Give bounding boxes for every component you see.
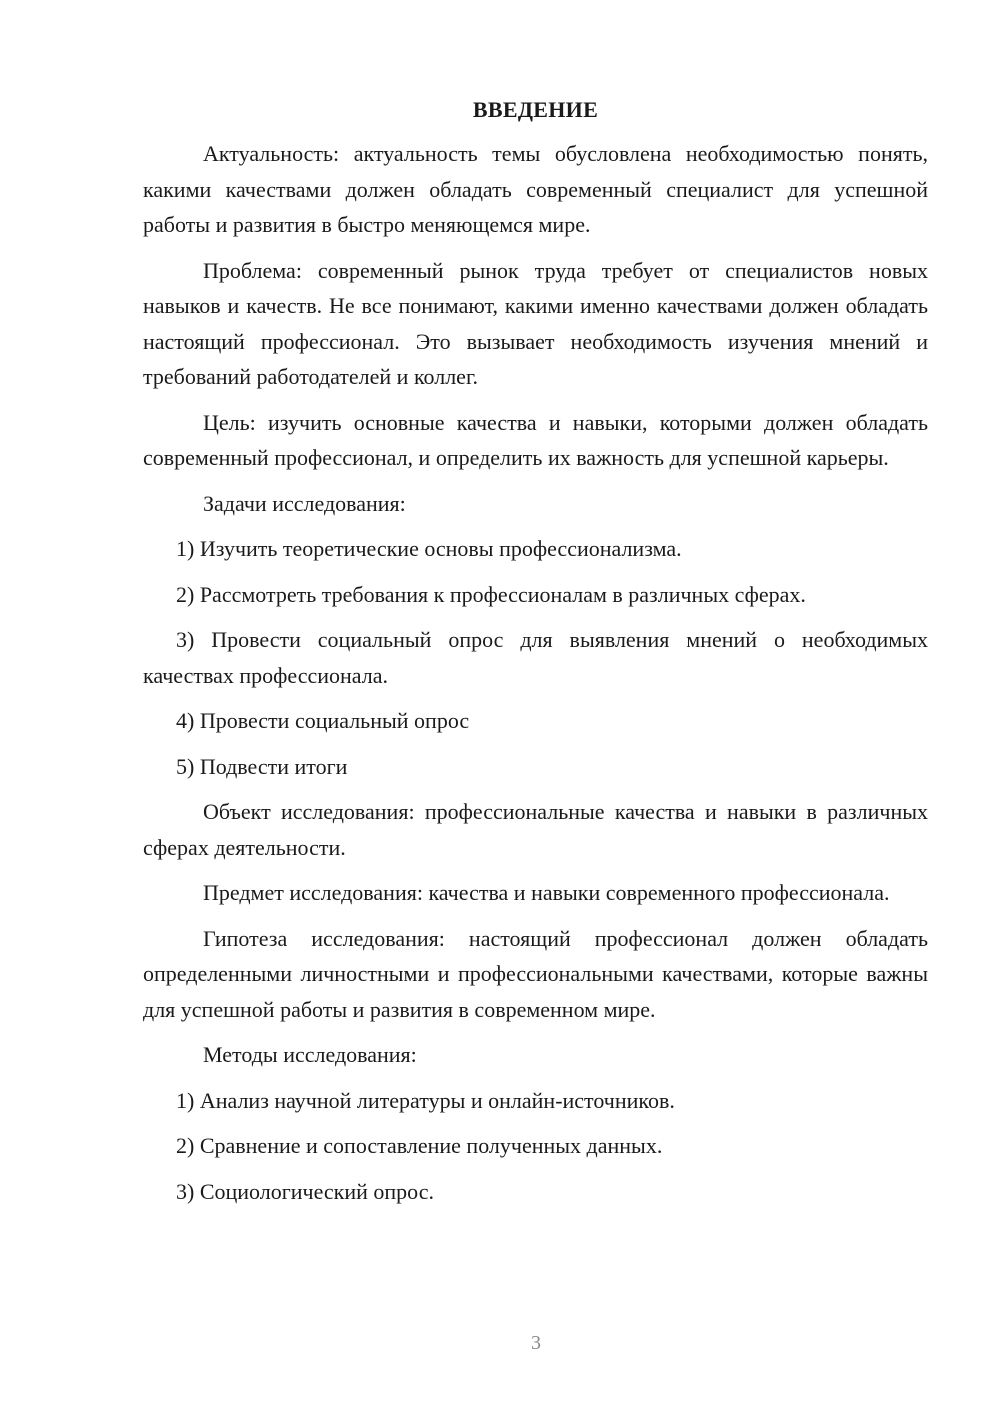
paragraph-subject: Предмет исследования: качества и навыки современного профессионала. — [203, 880, 890, 905]
task-item: 2) Рассмотреть требования к профессионалам в различных сферах. — [176, 581, 806, 607]
section-title: ВВЕДЕНИЕ — [472, 97, 599, 122]
tasks-heading: Задачи исследования: — [203, 490, 406, 516]
paragraph-hypothesis: Гипотеза исследования: настоящий профессионал должен обладать определенными личностными и профессиональными качествами, которые важны для успешной работы и развития в современном мире. — [143, 925, 928, 1022]
paragraph-goal: Цель: изучить основные качества и навыки, которыми должен обладать современный профессионал, и определить их важность для успешной карьеры. — [143, 409, 928, 470]
method-item: 2) Сравнение и сопоставление полученных данных. — [176, 1133, 663, 1158]
method-item: 3) Социологический опрос. — [176, 1178, 434, 1204]
paragraph-object: Объект исследования: профессиональные качества и навыки в различных сферах деятельности. — [143, 799, 928, 860]
methods-heading: Методы исследования: — [203, 1042, 417, 1067]
task-item: 4) Провести социальный опрос — [176, 708, 470, 733]
task-item: 5) Подвести итоги — [176, 753, 348, 779]
task-item: 1) Изучить теоретические основы профессионализма. — [176, 536, 682, 561]
page-number: 3 — [531, 1332, 541, 1354]
task-item: 3) Провести социальный опрос для выявления мнений о необходимых качествах профессионала. — [143, 627, 928, 688]
paragraph-relevance: Актуальность: актуальность темы обусловлена необходимостью понять, какими качествами должен обладать современный специалист для успешной работы и развития в быстро меняющемся мире. — [143, 141, 928, 237]
method-item: 1) Анализ научной литературы и онлайн-источников. — [176, 1087, 675, 1113]
paragraph-problem: Проблема: современный рынок труда требует от специалистов новых навыков и качеств. Не все понимают, какими именно качествами должен обладать настоящий профессионал. Это вызывает необходимость изучения мнений и требований работодателей и коллег. — [143, 257, 928, 389]
page-content — [143, 92, 928, 1219]
